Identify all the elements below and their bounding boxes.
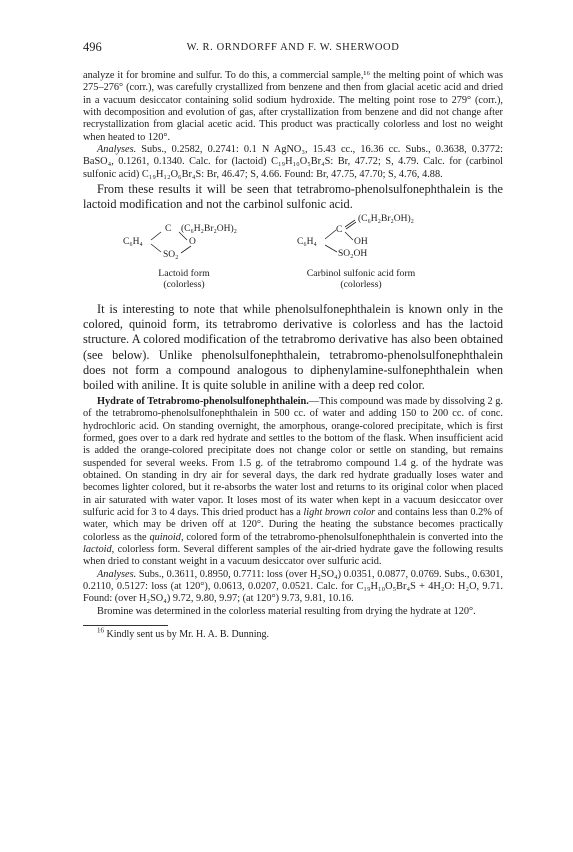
carbinol-c6h4: C₆H₄ — [297, 237, 317, 248]
body-text — [83, 70, 503, 641]
paragraph-hydrate — [83, 396, 503, 569]
hydrate-text-c: , colored form of the tetrabromo-phenolsulfonephthalein is converted into the — [180, 531, 503, 543]
hydrate-text-a: —This compound was made by dissolving 2 g. of the tetrabromo-phenolsulfonephthalein in 500 cc. of water and adding 150 to 200 cc. of conc. hydrochloric acid. On standing overnight, the amorphous, orange-colored precipitate, which is first formed, goes over to a dark red hydrate and settles to the bottom of the flask. When insufficient acid is added the orange-colored precipitate does not change color or settle on standing, but remains suspended for several weeks. From 1.5 g. of the tetrabromo compound 1.4 g. of the hydrate was obtained. On standing in dry air for several days, the dark red hydrate gradually loses water and becomes lighter colored, but it re-absorbs the water lost and returns to its original color when placed in air saturated with water vapor. It loses most of its water when kept in a vacuum desiccator over sulfuric acid for 3 to 4 days. This dried product has a — [83, 395, 503, 518]
lactoid-so2: SO₂ — [163, 250, 179, 261]
hydrate-italic-light-brown: light brown color — [303, 506, 376, 518]
hydrate-text-b: and contains less than 0.2% of water, which may be driven off at 120°. During the heating the substance becomes practically colorless as the — [83, 506, 503, 543]
carbinol-oh: OH — [354, 237, 368, 248]
running-title: W. R. ORNDORFF AND F. W. SHERWOOD — [186, 42, 400, 53]
lactoid-c: C — [165, 224, 172, 235]
paragraph-quinoid-comparison: It is interesting to note that while phenolsulfonephthalein is known only in the colored, quinoid form, its tetrabromo derivative is colorless and has the lactoid structure. A colored modification of the tetrabromo derivative has also been obtained (see below). Unlike phenolsulfonephthalein, tetrabromo-phenolsulfonephthalein does not form a compound analogous to diphenylamine-sulfonephthalein when boiled with aniline. It is quite soluble in aniline with a deep red color. — [83, 302, 503, 392]
paragraph-melting-point: analyze it for bromine and sulfur. To do this, a commercial sample,¹⁶ the melting point of which was 275–276° (corr.), was carefully crystallized from benzene and then from glacial acetic acid and dried in a vacuum desiccator containing solid sodium hydroxide. The melting point rose to 279° (corr.), with decomposition and evolution of gas, after crystallization from benzene and did not change after recrystallization from glacial acetic acid. This product was practically colorless and lost no weight when heated to 120°. — [83, 70, 503, 143]
lactoid-caption: Lactoid form — [158, 268, 210, 280]
analyses-water — [83, 569, 503, 606]
lactoid-group: (C₆H₂Br₂OH)₂ — [181, 224, 237, 235]
carbinol-formula — [295, 216, 475, 298]
paragraph-bromine: Bromine was determined in the colorless material resulting from drying the hydrate at 120°. — [97, 605, 476, 617]
footnote — [83, 626, 503, 641]
lactoid-o: O — [189, 237, 196, 248]
analyses2-values: Subs., 0.3611, 0.8950, 0.7711: loss (over H₂SO₄) 0.0351, 0.0877, 0.0769. Subs., 0.6301, 0.2110, 0.5127: loss (at 120°), 0.0613, 0.0207, 0.0521. Calc. for C₁₉H₁₀O₅Br₄S + 4H₂O: H₂O, 9.71. Found: (over H₂SO₄) 9.72, 9.80, 9.97; (at 120°) 9.73, 9.81, 10.16. — [83, 568, 503, 605]
footnote-rule — [83, 625, 168, 626]
lactoid-caption-sub: (colorless) — [163, 279, 205, 291]
footnote-text: Kindly sent us by Mr. H. A. B. Dunning. — [104, 629, 270, 641]
hydrate-heading: Hydrate of Tetrabromo-phenolsulfonephthalein. — [97, 395, 309, 407]
analyses2-label: Analyses. — [97, 568, 137, 580]
analyses-label: Analyses. — [97, 144, 137, 156]
paragraph-lactoid-conclusion: From these results it will be seen that tetrabromo-phenolsulfonephthalein is the lactoid modification and not the carbinol sulfonic acid. — [83, 182, 503, 212]
lactoid-formula — [123, 216, 273, 298]
analyses-bromine-sulfur — [83, 144, 503, 181]
carbinol-c: C — [336, 225, 343, 236]
page-number: 496 — [83, 40, 102, 54]
carbinol-group: (C₆H₂Br₂OH)₂ — [358, 214, 414, 225]
hydrate-italic-lactoid: lactoid — [83, 543, 112, 555]
hydrate-italic-quinoid: quinoid — [149, 531, 181, 543]
running-head — [83, 40, 503, 56]
hydrate-text-d: , colorless form. Several different samples of the air-dried hydrate gave the following results when dried to constant weight in a vacuum desiccator over sulfuric acid. — [83, 543, 503, 568]
analyses-values: Subs., 0.2582, 0.2741: 0.1 N AgNO₃, 15.43 cc., 16.36 cc. Subs., 0.3638, 0.3772: BaSO₄, 0.1261, 0.1340. Calc. for (lactoid) C₁₉H₁₀O₅Br₄S: Br, 47.72; S, 4.79. Calc. for (carbinol sulfonic acid) C₁₉H₁₂O₆Br₄S: Br, 46.47; S, 4.66. Found: Br, 47.75, 47.70; S, 4.76, 4.88. — [83, 144, 503, 180]
carbinol-caption-sub: (colorless) — [340, 279, 382, 291]
carbinol-caption: Carbinol sulfonic acid form — [306, 268, 416, 280]
carbinol-so2oh: SO₂OH — [338, 249, 368, 260]
lactoid-c6h4: C₆H₄ — [123, 237, 143, 248]
footnote-mark: 16 — [97, 626, 104, 635]
structural-formulas — [83, 214, 503, 300]
